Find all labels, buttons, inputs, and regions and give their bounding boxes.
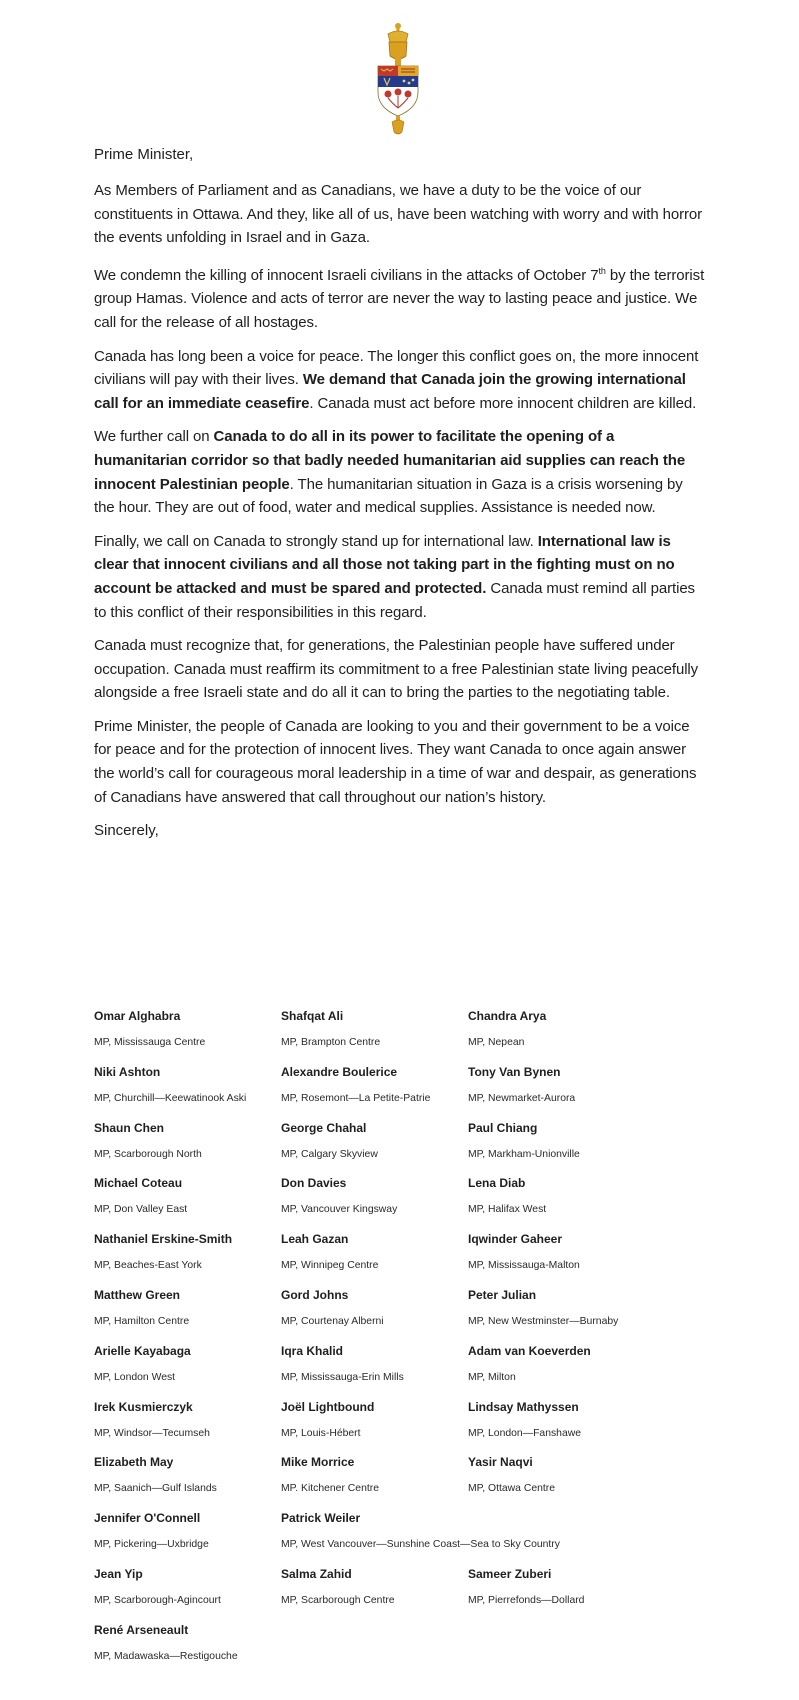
signatory-row [94,1622,714,1678]
signatory [281,1566,468,1622]
signatory-riding: MP, New Westminster—Burnaby [468,1315,619,1327]
signatory-name: Shaun Chen [94,1120,165,1135]
signatory [94,1510,281,1566]
signatory-name: Lindsay Mathyssen [468,1399,579,1414]
signatory-name: Paul Chiang [468,1120,538,1135]
signatory [468,1566,668,1622]
signatory-row [94,1064,714,1120]
letter-paragraph: Canada must recognize that, for generations, the Palestinian people have suffered under occupation. Canada must reaffirm its commitment to a free Palestinian state living peacefully alongside a free Israeli state and do all it can to bring the parties to the negotiating table. [94,637,699,702]
signatory-riding: MP, Louis-Hébert [281,1427,361,1439]
signatory-name: Joël Lightbound [281,1399,375,1414]
signatory-name: Mike Morrice [281,1455,355,1470]
signatory-riding: MP, Saanich—Gulf Islands [94,1483,217,1495]
signatory-name: Nathaniel Erskine-Smith [94,1232,233,1247]
signatory-riding: MP, Winnipeg Centre [281,1260,379,1272]
signatory-riding: MP, Pickering—Uxbridge [94,1539,209,1551]
signatory-name: Chandra Arya [468,1009,547,1023]
letter-paragraphs [94,179,706,809]
signatory-row [94,1287,714,1343]
signatory-riding: MP, Mississauga Centre [94,1037,206,1048]
signatory [94,1064,281,1120]
signatory-row [94,1120,714,1176]
signatory-name: Iqra Khalid [281,1343,344,1358]
signatory-name: Peter Julian [468,1287,537,1302]
signatory-name: Salma Zahid [281,1566,352,1581]
signatory-name: Yasir Naqvi [468,1455,533,1470]
signatory-name: Irek Kusmierczyk [94,1399,193,1414]
letter-paragraph: As Members of Parliament and as Canadians, we have a duty to be the voice of our constituents in Ottawa. And they, like all of us, have been watching with worry and with horror the events unfolding in Israel and in Gaza. [94,182,703,247]
signatory-name: Sameer Zuberi [468,1566,552,1581]
signatory-riding: MP, Ottawa Centre [468,1483,556,1495]
signatory [94,1287,281,1343]
signatory [281,1120,468,1176]
signatory-riding: MP, Hamilton Centre [94,1315,190,1327]
signatory-riding: MP, Rosemont—La Petite-Patrie [281,1092,431,1104]
signatory-riding: MP, Markham-Unionville [468,1148,580,1160]
signatory [468,1120,668,1176]
signatory-row [94,1343,714,1399]
signatory-riding: MP, Calgary Skyview [281,1148,378,1160]
signatory-riding: MP, Scarborough Centre [281,1594,395,1606]
signatory-riding: MP, Scarborough-Agincourt [94,1594,221,1606]
signatory-riding: MP, Pierrefonds—Dollard [468,1594,585,1606]
signatory-name: Lena Diab [468,1176,526,1191]
letter-paragraph: Finally, we call on Canada to strongly stand up for international law. International law is clear that innocent civilians and all those not taking part in the fighting must on no account be attacked and must be spared and protected. Canada must remind all parties to this conflict of their responsibilities in this regard. [94,532,695,621]
signatory-riding: MP, London West [94,1371,176,1383]
letter-paragraph: Canada has long been a voice for peace. The longer this conflict goes on, the more innocent civilians will pay with their lives. We demand that Canada join the growing international call for an immediate ceasefire. Canada must act before more innocent children are killed. [94,347,699,412]
signatory [468,1399,668,1455]
signatory [281,1064,468,1120]
signatory-riding: MP. Kitchener Centre [281,1483,379,1495]
signatory-riding: MP, Brampton Centre [281,1037,381,1048]
signatory-riding: MP, Windsor—Tecumseh [94,1427,210,1439]
signatory [468,1231,668,1287]
signatory [281,1399,468,1455]
signatory-riding: MP, Vancouver Kingsway [281,1204,398,1216]
signatory-name: Jennifer O'Connell [94,1511,201,1526]
emphasized-text: We demand that Canada join the growing international call for an immediate ceasefire [94,371,686,412]
signatory [94,1454,281,1510]
signatory [468,1454,668,1510]
signatory-name: Tony Van Bynen [468,1064,561,1079]
signatory [468,1287,668,1343]
signatory [468,1175,668,1231]
signatory-riding: MP, Newmarket-Aurora [468,1092,576,1104]
signatory [94,1175,281,1231]
signatory [468,1064,668,1120]
signatory-name: Jean Yip [94,1566,143,1581]
salutation: Prime Minister, [94,146,194,163]
signatory-riding: MP, Madawaska—Restigouche [94,1650,238,1662]
signatory [468,1343,668,1399]
signatory-name: Matthew Green [94,1287,181,1302]
signatory-name: Patrick Weiler [281,1511,361,1526]
signatory-riding: MP, Churchill—Keewatinook Aski [94,1092,247,1104]
empty-cell [281,1622,468,1678]
signatory-name: Elizabeth May [94,1455,174,1470]
emphasized-text: International law is clear that innocent civilians and all those not taking part in the fighting must on no account be attacked and must be spared and protected. [94,532,675,597]
signatory [94,1231,281,1287]
signatory-riding: MP, Mississauga-Malton [468,1260,580,1272]
signatory-riding: MP, West Vancouver—Sunshine Coast—Sea to Sky Country [281,1539,560,1551]
signatory-row [94,1454,714,1510]
signatory-name: Adam van Koeverden [468,1343,591,1358]
signatory [281,1175,468,1231]
signatory [281,1008,468,1064]
signatory-riding: MP, Nepean [468,1037,525,1048]
signatory-name: Gord Johns [281,1287,349,1302]
house-of-commons-crest-icon [366,22,430,136]
signatory [281,1510,560,1566]
signatory-name: Omar Alghabra [94,1009,181,1023]
letter-paragraph: Prime Minister, the people of Canada are looking to you and their government to be a voice for peace and for the protection of innocent lives. They want Canada to once again answer the world’s call for courageous moral leadership in a time of war and despair, as generations of Canadians have answered that call throughout our nation’s history. [94,717,697,806]
signatory-name: George Chahal [281,1120,367,1135]
signatory-name: Niki Ashton [94,1064,161,1079]
signatory-riding: MP, Don Valley East [94,1204,188,1216]
empty-cell [468,1622,668,1678]
signatory-name: Shafqat Ali [281,1009,344,1023]
signatory-row [94,1566,714,1622]
letter-body [94,143,706,843]
signatory [94,1343,281,1399]
letter-paragraph: We condemn the killing of innocent Israeli civilians in the attacks of October 7th by the terrorist group Hamas. Violence and acts of terror are never the way to lasting peace and justice. We call for the release of all hostages. [94,265,705,331]
signatory [281,1287,468,1343]
signatory-row [94,1175,714,1231]
signatory-riding: MP, Mississauga-Erin Mills [281,1371,404,1383]
signatory-riding: MP, Scarborough North [94,1148,202,1160]
signatory-row [94,1510,714,1566]
signatory-riding: MP, Courtenay Alberni [281,1315,384,1327]
signatory [281,1454,468,1510]
emphasized-text: Canada to do all in its power to facilitate the opening of a humanitarian corridor so that badly needed humanitarian aid supplies can reach the innocent Palestinian people [94,428,686,493]
signatory-riding: MP, Halifax West [468,1204,547,1216]
signatory-riding: MP, London—Fanshawe [468,1427,582,1439]
letter-paragraph: We further call on Canada to do all in its power to facilitate the opening of a humanitarian corridor so that badly needed humanitarian aid supplies can reach the innocent Palestinian people. The humanitarian situation in Gaza is a crisis worsening by the hour. They are out of food, water and medical supplies. Assistance is needed now. [94,428,686,517]
signatory-row [94,1231,714,1287]
signatory [468,1008,668,1064]
signatory [94,1008,281,1064]
signatory [94,1622,281,1678]
signatory-riding: MP, Beaches-East York [94,1260,202,1272]
signatory [94,1120,281,1176]
signatory-name: Alexandre Boulerice [281,1064,398,1079]
signatory-riding: MP, Milton [468,1371,516,1383]
signatories-list [94,1008,714,1678]
closing: Sincerely, [94,822,159,840]
signatory [94,1399,281,1455]
signatory-name: Don Davies [281,1176,347,1191]
signatory-row [94,1008,714,1064]
signatory-name: Iqwinder Gaheer [468,1232,563,1247]
signatory-name: Michael Coteau [94,1176,183,1191]
signatory [94,1566,281,1622]
signatory [281,1231,468,1287]
signatory-name: Arielle Kayabaga [94,1343,191,1358]
empty-cell [468,1510,668,1566]
signatory-row [94,1399,714,1455]
signatory-name: René Arseneault [94,1622,189,1637]
signatory [281,1343,468,1399]
signatory-name: Leah Gazan [281,1232,349,1247]
